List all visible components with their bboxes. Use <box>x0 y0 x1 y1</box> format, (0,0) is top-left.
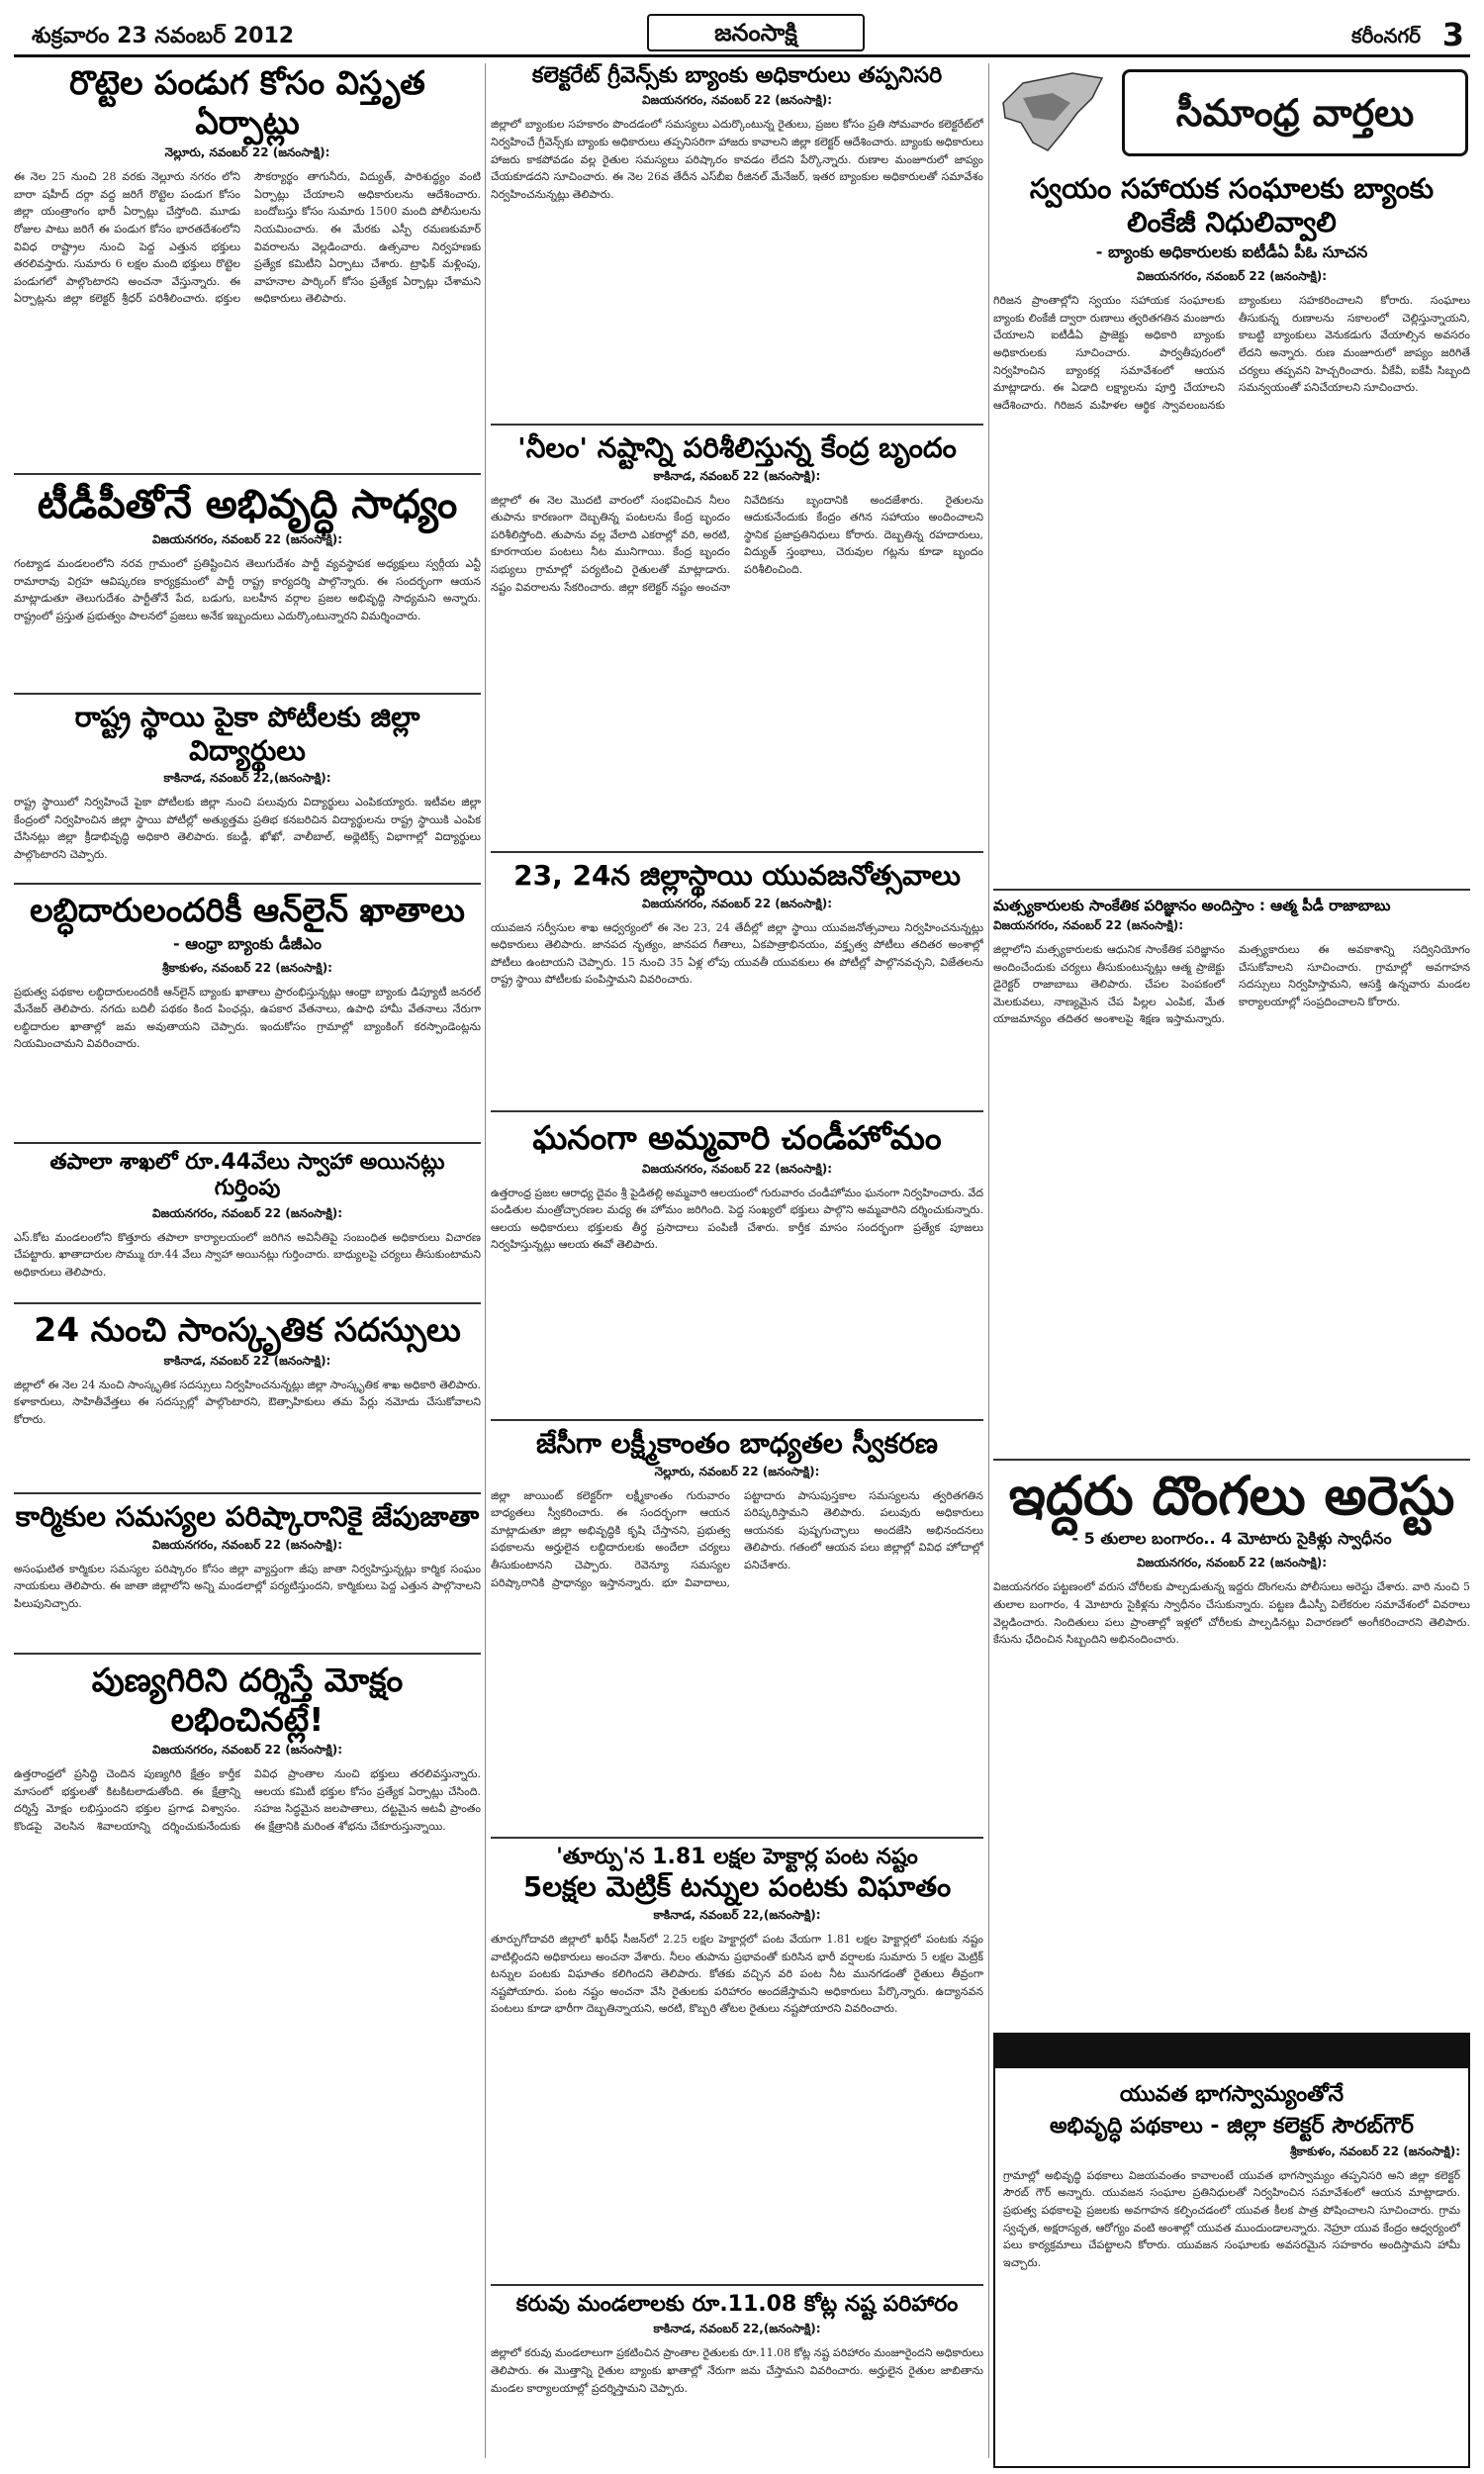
column-divider <box>988 63 989 2458</box>
headline: రాష్ట్ర స్థాయి పైకా పోటీలకు జిల్లా విద్యార్థులు <box>74 701 420 767</box>
dateline: కాకినాడ, నవంబర్ 22 (జనంసాక్షి): <box>163 1353 331 1368</box>
dateline: నెల్లూరు, నవంబర్ 22 (జనంసాక్షి): <box>654 1464 820 1478</box>
article-punyagiri <box>14 1661 481 2474</box>
dateline: విజయనగరం, నవంబర్ 22 (జనంసాక్షి): <box>642 896 832 910</box>
article-jc-lakshmikantham <box>491 1427 983 1833</box>
divider <box>14 473 481 475</box>
newspaper-logo: జనంసాక్షి <box>647 14 865 51</box>
dateline: కాకినాడ, నవంబర్ 22 (జనంసాక్షి): <box>653 468 821 483</box>
dateline: విజయనగరం, నవంబర్ 22 (జనంసాక్షి): <box>152 1537 342 1552</box>
article-paika <box>14 701 481 879</box>
divider <box>14 1653 481 1655</box>
article-cultural-seminars <box>14 1310 481 1488</box>
article-body: జిల్లాలో కరువు మండలాలుగా ప్రకటించిన ప్రాంతాల రైతులకు రూ.11.08 కోట్ల నష్ట పరిహారం మంజూరైందని అధికారులు తెలిపారు. ఈ మొత్తాన్ని రైతుల బ్యాంకు ఖాతాల్లో నేరుగా జమ చేస్తామని వివరించారు. అర్హులైన రైతుల జాబితాను మండల కార్యాలయాల్లో ప్రదర్శిస్తామని చెప్పారు. <box>491 2346 983 2395</box>
issue-date: శుక్రవారం 23 నవంబర్ 2012 <box>32 24 295 48</box>
masthead <box>14 10 1470 57</box>
article-fishermen-technology <box>993 897 1470 1451</box>
dateline: విజయనగరం, నవంబర్ 22 (జనంసాక్షి): <box>152 1743 342 1758</box>
divider <box>14 1302 481 1304</box>
article-body: గ్రామాల్లో అభివృద్ధి పథకాలు విజయవంతం కావాలంటే యువత భాగస్వామ్యం తప్పనిసరి అని జిల్లా కలెక్టర్ సౌరబ్ గౌర్ అన్నారు. యువజన సంఘాల ప్రతినిధులతో నిర్వహించిన సమావేశంలో ఆయన మాట్లాడారు. ప్రభుత్వ పథకాలపై ప్రజలకు అవగాహన కల్పించడంలో యువత కీలక పాత్ర పోషించాలని సూచించారు. గ్రామ స్వచ్ఛత, అక్షరాస్యత, ఆరోగ్యం వంటి అంశాల్లో యువత ముందుండాలన్నారు. నెహ్రూ యువ కేంద్రం ఆధ్వర్యంలో పలు కార్యక్రమాలు చేపట్టాలని కోరారు. యువజన సంఘాలకు అవసరమైన సహకారం అందిస్తామని హామీ ఇచ్చారు. <box>1003 2168 1460 2269</box>
headline: తపాలా శాఖలో రూ.44వేలు స్వాహా అయినట్లు గుర్తింపు <box>49 1150 445 1201</box>
headline: 24 నుంచి సాంస్కృతిక సదస్సులు <box>34 1310 461 1349</box>
article-body: ప్రభుత్వ పథకాల లబ్ధిదారులందరికీ ఆన్‌లైన్ బ్యాంకు ఖాతాలు ప్రారంభిస్తున్నట్లు ఆంధ్రా బ్యాంకు డిప్యూటీ జనరల్ మేనేజర్ తెలిపారు. నగదు బదిలీ పథకం కింద పింఛన్లు, ఉపకార వేతనాలు, ఉపాధి హామీ వేతనాలు నేరుగా లబ్ధిదారుల ఖాతాల్లో జమ అవుతాయని చెప్పారు. ఇందుకోసం గ్రామాల్లో బ్యాంకింగ్ కరస్పాండెంట్లను నియమించామని వివరించారు. <box>14 985 481 1051</box>
article-body: జిల్లా జాయింట్ కలెక్టర్‌గా లక్ష్మీకాంతం గురువారం బాధ్యతలు స్వీకరించారు. ఈ సందర్భంగా ఆయన మాట్లాడుతూ జిల్లా అభివృద్ధికి కృషి చేస్తానని, ప్రభుత్వ పథకాలను అర్హులైన లబ్ధిదారులకు అందేలా చర్యలు తీసుకుంటానని చెప్పారు. రెవెన్యూ సమస్యల పరిష్కారానికి ప్రాధాన్యం ఇస్తానన్నారు. భూ వివాదాలు, పట్టాదారు పాసుపుస్తకాల సమస్యలను త్వరితగతిన పరిష్కరిస్తామని తెలిపారు. పలువురు అధికారులు ఆయనకు పుష్పగుచ్ఛాలు అందజేసి అభినందనలు తెలిపారు. గతంలో ఆయన పలు జిల్లాల్లో వివిధ హోదాల్లో పనిచేశారు. <box>491 1488 983 1589</box>
section-banner <box>993 63 1470 162</box>
andhra-map-icon <box>993 63 1112 162</box>
divider <box>491 424 983 426</box>
article-body: జిల్లాలో బ్యాంకుల సహకారం పొందడంలో సమస్యలు ఎదుర్కొంటున్న రైతులు, ప్రజల కోసం ప్రతి సోమవారం కలెక్టరేట్‌లో నిర్వహించే గ్రీవెన్స్‌కు బ్యాంకు అధికారులు తప్పనిసరిగా హాజరు కావాలని జిల్లా కలెక్టర్ ఆదేశించారు. బ్యాంకు అధికారులు హాజరు కాకపోవడం వల్ల రైతుల సమస్యలు పరిష్కారం కావడం లేదని పేర్కొన్నారు. రుణాల మంజూరులో జాప్యం చేయకూడదని సూచించారు. ఈ నెల 26వ తేదీన ఎస్‌బీఐ రీజినల్ మేనేజర్, ఇతర బ్యాంకుల అధికారులతో సమావేశం నిర్వహించనున్నట్లు తెలిపారు. <box>491 118 983 201</box>
article-chandi-homam <box>491 1118 983 1415</box>
dateline: విజయనగరం, నవంబర్ 22 (జనంసాక్షి): <box>152 1205 342 1220</box>
article-body: రాష్ట్ర స్థాయిలో నిర్వహించే పైకా పోటీలకు జిల్లా నుంచి పలువురు విద్యార్థులు ఎంపికయ్యారు. ఇటీవల జిల్లా కేంద్రంలో నిర్వహించిన జిల్లా స్థాయి పోటీల్లో అత్యుత్తమ ప్రతిభ కనబరిచిన విద్యార్థులను రాష్ట్ర స్థాయికి ఎంపిక చేసినట్లు జిల్లా క్రీడాభివృద్ధి అధికారి తెలిపారు. కబడ్డీ, ఖోఖో, వాలీబాల్, అథ్లెటిక్స్ విభాగాల్లో విద్యార్థులు పాల్గొంటారని చెప్పారు. <box>14 796 481 861</box>
divider <box>491 851 983 853</box>
divider <box>993 889 1470 891</box>
headline: టీడీపీతోనే అభివృద్ధి సాధ్యం <box>37 482 458 527</box>
divider <box>491 2284 983 2286</box>
kicker: యువత భాగస్వామ్యంతోనే <box>1119 2082 1345 2107</box>
divider <box>491 1837 983 1839</box>
headline: మత్స్యకారులకు సాంకేతిక పరిజ్ఞానం అందిస్తాం : ఆత్మ పీడీ రాజాబాబు <box>993 897 1391 914</box>
headline: అభివృద్ధి పథకాలు - జిల్లా కలెక్టర్ సౌరబ్‌గౌర్ <box>1050 2114 1414 2140</box>
article-collectorate-grievance <box>491 63 983 420</box>
article-body: జిల్లాలో ఈ నెల 24 నుంచి సాంస్కృతిక సదస్సులు నిర్వహించనున్నట్లు జిల్లా సాంస్కృతిక శాఖ అధికారి తెలిపారు. కళాకారులు, సాహితీవేత్తలు ఈ సదస్సుల్లో పాల్గొంటారని, ఔత్సాహికులు తమ పేర్లు నమోదు చేసుకోవాలని కోరారు. <box>14 1378 481 1426</box>
divider <box>14 1492 481 1494</box>
divider <box>993 1459 1470 1461</box>
boxed-article-topbar <box>993 2033 1470 2068</box>
article-crop-loss <box>491 1845 983 2280</box>
article-body: ఎస్.కోట మండలంలోని కొత్తూరు తపాలా కార్యాలయంలో జరిగిన అవినీతిపై సంబంధిత అధికారులు విచారణ చేపట్టారు. ఖాతాదారుల సొమ్ము రూ.44 వేలు స్వాహా అయినట్లు గుర్తించారు. బాధ్యులపై చర్యలు తీసుకుంటామని అధికారులు తెలిపారు. <box>14 1230 481 1279</box>
divider <box>491 1110 983 1112</box>
dateline: కాకినాడ, నవంబర్ 22,(జనంసాక్షి): <box>653 1907 821 1922</box>
headline: రొట్టెల పండుగ కోసం విస్తృత ఏర్పాట్లు <box>69 63 425 142</box>
article-body: ఉత్తరాంధ్ర ప్రజల ఆరాధ్య దైవం శ్రీ పైడితల్లి అమ్మవారి ఆలయంలో గురువారం చండీహోమం ఘనంగా నిర్వహించారు. వేద పండితుల మంత్రోచ్ఛారణల మధ్య ఈ హోమం జరిగింది. పెద్ద సంఖ్యలో భక్తులు పాల్గొని అమ్మవారిని దర్శించుకున్నారు. ఆలయ అధికారులు భక్తులకు తీర్థ ప్రసాదాలు పంపిణీ చేశారు. కార్తీక మాసం సందర్భంగా ప్రత్యేక పూజలు నిర్వహిస్తున్నట్లు ఆలయ ఈవో తెలిపారు. <box>491 1186 983 1252</box>
subheadline: - బ్యాంకు అధికారులకు ఐటీడీఏ పీఓ సూచన <box>1095 242 1368 262</box>
headline: కలెక్టరేట్ గ్రీవెన్స్‌కు బ్యాంకు అధికారులు తప్పనిసరి <box>531 63 943 88</box>
article-drought-compensation <box>491 2292 983 2470</box>
headline: 5లక్షల మెట్రిక్ టన్నుల పంటకు విఘాతం <box>522 1870 952 1904</box>
article-body: ఉత్తరాంధ్రలో ప్రసిద్ధి చెందిన పుణ్యగిరి క్షేత్రం కార్తీక మాసంలో భక్తులతో కిటకిటలాడుతోంది. ఈ క్షేత్రాన్ని దర్శిస్తే మోక్షం లభిస్తుందని భక్తుల ప్రగాఢ విశ్వాసం. కొండపై వెలసిన శివాలయాన్ని దర్శించుకునేందుకు వివిధ ప్రాంతాల నుంచి భక్తులు తరలివస్తున్నారు. ఆలయ కమిటీ భక్తుల కోసం ప్రత్యేక ఏర్పాట్లు చేసింది. సహజ సిద్ధమైన జలపాతాలు, దట్టమైన అటవీ ప్రాంతం ఈ క్షేత్రానికి మరింత శోభను చేకూరుస్తున్నాయి. <box>14 1767 481 1833</box>
article-body: జిల్లాలో ఈ నెల మొదటి వారంలో సంభవించిన నీలం తుపాను కారణంగా దెబ్బతిన్న పంటలను కేంద్ర బృందం పరిశీలిస్తోంది. తుపాను వల్ల వేలాది ఎకరాల్లో వరి, అరటి, కూరగాయల పంటలు నీట మునిగాయి. కేంద్ర బృందం సభ్యులు గ్రామాల్లో పర్యటించి రైతులతో మాట్లాడారు. నష్టం వివరాలను సేకరించారు. జిల్లా కలెక్టర్ నష్టం అంచనా నివేదికను బృందానికి అందజేశారు. రైతులను ఆదుకునేందుకు కేంద్రం తగిన సహాయం అందించాలని స్థానిక ప్రజాప్రతినిధులు కోరారు. దెబ్బతిన్న రహదారులు, విద్యుత్ స్తంభాలు, చెరువుల గట్లను కూడా బృందం పరిశీలించింది. <box>491 493 983 594</box>
article-body: యువజన సర్వీసుల శాఖ ఆధ్వర్యంలో ఈ నెల 23, 24 తేదీల్లో జిల్లా స్థాయి యువజనోత్సవాలు నిర్వహించనున్నట్లు అధికారులు తెలిపారు. జానపద నృత్యం, జానపద గీతాలు, ఏకపాత్రాభినయం, వక్తృత్వ పోటీలు తదితర అంశాల్లో పోటీలు ఉంటాయని చెప్పారు. 15 నుంచి 35 ఏళ్ల లోపు యువతీ యువకులు ఈ పోటీల్లో పాల్గొనవచ్చని, విజేతలను రాష్ట్ర స్థాయి పోటీలకు పంపిస్తామని వివరించారు. <box>491 920 983 987</box>
article-online-accounts <box>14 891 481 1138</box>
headline: స్వయం సహాయక సంఘాలకు బ్యాంకు లింకేజీ నిధులివ్వాలి <box>1029 172 1435 238</box>
article-body: జిల్లాలోని మత్స్యకారులకు ఆధునిక సాంకేతిక పరిజ్ఞానం అందించేందుకు చర్యలు తీసుకుంటున్నట్లు ఆత్మ ప్రాజెక్టు డైరెక్టర్ రాజాబాబు తెలిపారు. చేపల పెంపకంలో మెలకువలు, నాణ్యమైన చేప పిల్లల ఎంపిక, మేత యాజమాన్యం తదితర అంశాలపై శిక్షణ ఇస్తామన్నారు. మత్స్యకారులు ఈ అవకాశాన్ని సద్వినియోగం చేసుకోవాలని సూచించారు. గ్రామాల్లో అవగాహన సదస్సులు నిర్వహిస్తామని, ఆసక్తి ఉన్నవారు మండల కార్యాలయాల్లో సంప్రదించాలని కోరారు. <box>993 943 1470 1026</box>
article-body: అసంఘటిత కార్మికుల సమస్యల పరిష్కారం కోసం జిల్లా వ్యాప్తంగా జీపు జాతా నిర్వహిస్తున్నట్లు కార్మిక సంఘం నాయకులు తెలిపారు. ఈ జాతా జిల్లాలోని అన్ని మండలాల్లో పర్యటిస్తుందని, కార్మికులు పెద్ద ఎత్తున పాల్గొనాలని పిలుపునిచ్చారు. <box>14 1562 481 1610</box>
subheadline: - 5 తులాల బంగారం.. 4 మోటారు సైకిళ్లు స్వాధీనం <box>1071 1529 1392 1549</box>
dateline: విజయనగరం, నవంబర్ 22 (జనంసాక్షి): <box>642 1161 832 1176</box>
dateline: కాకినాడ, నవంబర్ 22,(జనంసాక్షి): <box>653 2322 821 2336</box>
divider <box>491 1419 983 1421</box>
dateline: శ్రీకాకుళం, నవంబర్ 22 (జనంసాక్షి): <box>162 960 332 975</box>
article-tdp <box>14 481 481 689</box>
article-shg-bank-linkage <box>993 172 1470 885</box>
headline: కార్మికుల సమస్యల పరిష్కారానికై జేపుజాతా <box>15 1500 480 1533</box>
article-post-office <box>14 1150 481 1298</box>
divider <box>14 1142 481 1144</box>
dateline: విజయనగరం, నవంబర్ 22 (జనంసాక్షి): <box>993 918 1183 932</box>
headline: ఘనంగా అమ్మవారి చండీహోమం <box>532 1118 942 1157</box>
headline: 'నీలం' నష్టాన్ని పరిశీలిస్తున్న కేంద్ర బృందం <box>517 431 957 464</box>
article-body: విజయనగరం పట్టణంలో వరుస చోరీలకు పాల్పడుతున్న ఇద్దరు దొంగలను పోలీసులు అరెస్టు చేశారు. వారి నుంచి 5 తులాల బంగారం, 4 మోటారు సైకిళ్లను స్వాధీనం చేసుకున్నారు. పట్టణ డీఎస్పీ విలేకరుల సమావేశంలో వివరాలు వెల్లడించారు. నిందితులు పలు ప్రాంతాల్లో ఇళ్లలో చోరీలకు పాల్పడినట్లు విచారణలో అంగీకరించారని తెలిపారు. కేసును ఛేదించిన సిబ్బందిని అభినందించారు. <box>993 1580 1470 1647</box>
section-title: సీమాంధ్ర వార్తలు <box>1122 69 1468 156</box>
article-youth-participation <box>993 2082 1470 2458</box>
dateline: నెల్లూరు, నవంబర్ 22 (జనంసాక్షి): <box>164 145 330 160</box>
article-body: గిరిజన ప్రాంతాల్లోని స్వయం సహాయక సంఘాలకు బ్యాంకు లింకేజీ ద్వారా రుణాలు త్వరితగతిన మంజూరు చేయాలని ఐటీడీఏ ప్రాజెక్టు అధికారి బ్యాంకు అధికారులకు సూచించారు. పార్వతీపురంలో నిర్వహించిన బ్యాంకర్ల సమావేశంలో ఆయన మాట్లాడారు. ఈ ఏడాది లక్ష్యాలను పూర్తి చేయాలని ఆదేశించారు. గిరిజన మహిళల ఆర్థిక స్వావలంబనకు బ్యాంకులు సహకరించాలని కోరారు. సంఘాలు తీసుకున్న రుణాలను సకాలంలో చెల్లిస్తున్నాయని, కాబట్టి బ్యాంకులు వెనుకడుగు వేయాల్సిన అవసరం లేదని అన్నారు. రుణ మంజూరులో జాప్యం జరిగితే చర్యలు తప్పవని హెచ్చరించారు. వీకేవీ, ఐకేపీ సిబ్బంది సమన్వయంతో పనిచేయాలని సూచించారు. <box>993 294 1470 412</box>
subheadline: - ఆంధ్రా బ్యాంకు డీజీఎం <box>172 933 323 953</box>
dateline: శ్రీకాకుళం, నవంబర్ 22 (జనంసాక్షి): <box>1290 2143 1460 2158</box>
article-body: ఈ నెల 25 నుంచి 28 వరకు నెల్లూరు నగరం లోని బారా షహీద్ దర్గా వద్ద జరిగే రొట్టెల పండుగ కోసం జిల్లా యంత్రాంగం భారీ ఏర్పాట్లు చేస్తోంది. మూడు రోజుల పాటు జరిగే ఈ పండుగ కోసం భారతదేశంలోని వివిధ రాష్ట్రాల నుంచి పెద్ద ఎత్తున భక్తులు తరలివస్తారు. సుమారు 6 లక్షల మంది భక్తులు రొట్టెల పండుగలో పాల్గొంటారని అంచనా వేస్తున్నారు. ఈ ఏర్పాట్లను జిల్లా కలెక్టర్ శ్రీధర్ పరిశీలించారు. భక్తుల సౌకర్యార్థం తాగునీరు, విద్యుత్, పారిశుద్ధ్యం వంటి ఏర్పాట్లు చేయాలని అధికారులను ఆదేశించారు. బందోబస్తు కోసం సుమారు 1500 మంది పోలీసులను నియమించారు. ఈ మేరకు ఎస్పీ రమణకుమార్ వివరాలను వెల్లడించారు. ఉత్సవాల నిర్వహణకు ప్రత్యేక కమిటీని ఏర్పాటు చేశారు. ట్రాఫిక్ మళ్లింపు, వాహనాల పార్కింగ్ కోసం ప్రత్యేక ఏర్పాట్లు చేశామని అధికారులు తెలిపారు. <box>14 170 481 306</box>
headline: కరువు మండలాలకు రూ.11.08 కోట్ల నష్ట పరిహారం <box>515 2292 959 2317</box>
article-neelam-damage <box>491 431 983 847</box>
column-divider <box>485 63 486 2458</box>
article-youth-festival <box>491 859 983 1106</box>
headline: జేసీగా లక్ష్మీకాంతం బాధ్యతల స్వీకరణ <box>535 1427 939 1460</box>
edition-city: కరీంనగర్ <box>1351 24 1421 48</box>
article-rottela-panduga <box>14 63 481 469</box>
kicker: 'తూర్పు'న 1.81 లక్షల హెక్టార్ల పంట నష్టం <box>556 1845 918 1869</box>
article-body: గంట్యాడ మండలంలోని నరవ గ్రామంలో ప్రతిష్టించిన తెలుగుదేశం పార్టీ వ్యవస్థాపక అధ్యక్షులు స్వర్గీయ ఎన్టీ రామారావు విగ్రహ ఆవిష్కరణ కార్యక్రమంలో పార్టీ రాష్ట్ర కార్యదర్శి పాల్గొన్నారు. ఈ సందర్భంగా ఆయన మాట్లాడుతూ తెలుగుదేశం పార్టీతోనే పేద, బడుగు, బలహీన వర్గాల ప్రజల అభివృద్ధి సాధ్యమని అన్నారు. రాష్ట్రంలో ప్రస్తుత ప్రభుత్వం పాలనలో ప్రజలు అనేక ఇబ్బందులు ఎదుర్కొంటున్నారని విమర్శించారు. <box>14 557 481 622</box>
dateline: విజయనగరం, నవంబర్ 22 (జనంసాక్షి): <box>1137 269 1327 284</box>
page-number: 3 <box>1441 16 1464 53</box>
headline: పుణ్యగిరిని దర్శిస్తే మోక్షం లభించినట్లే! <box>91 1661 404 1739</box>
headline: ఇద్దరు దొంగలు అరెస్టు <box>1008 1467 1455 1527</box>
dateline: విజయనగరం, నవంబర్ 22 (జనంసాక్షి): <box>642 93 832 108</box>
dateline: కాకినాడ, నవంబర్ 22,(జనంసాక్షి): <box>163 771 331 786</box>
headline: 23, 24న జిల్లాస్థాయి యువజనోత్సవాలు <box>513 859 961 892</box>
dateline: విజయనగరం, నవంబర్ 22 (జనంసాక్షి): <box>152 532 342 546</box>
article-body: తూర్పుగోదావరి జిల్లాలో ఖరీఫ్ సీజన్‌లో 2.25 లక్షల హెక్టార్లలో పంట వేయగా 1.81 లక్షల హెక్టార్లలో పంటకు నష్టం వాటిల్లిందని అధికారులు అంచనా వేశారు. నీలం తుపాను ప్రభావంతో కురిసిన భారీ వర్షాలకు సుమారు 5 లక్షల మెట్రిక్ టన్నుల పంటకు విఘాతం కలిగిందని తెలిపారు. కోతకు వచ్చిన వరి పంట నీట మునగడంతో రైతులు తీవ్రంగా నష్టపోయారు. పంట నష్టం అంచనా వేసి రైతులకు పరిహారం అందజేస్తామని అధికారులు పేర్కొన్నారు. ఉద్యానవన పంటలు కూడా భారీగా దెబ్బతిన్నాయని, అరటి, కొబ్బరి తోటల రైతులు నష్టపోయారని వివరించారు. <box>491 1932 983 2016</box>
dateline: విజయనగరం, నవంబర్ 22 (జనంసాక్షి): <box>1137 1556 1327 1570</box>
headline: లబ్ధిదారులందరికీ ఆన్‌లైన్ ఖాతాలు <box>30 891 465 929</box>
article-thieves-arrest <box>993 1467 1470 2021</box>
divider <box>14 693 481 695</box>
divider <box>14 883 481 885</box>
article-workers-jeep-jatha <box>14 1500 481 1649</box>
